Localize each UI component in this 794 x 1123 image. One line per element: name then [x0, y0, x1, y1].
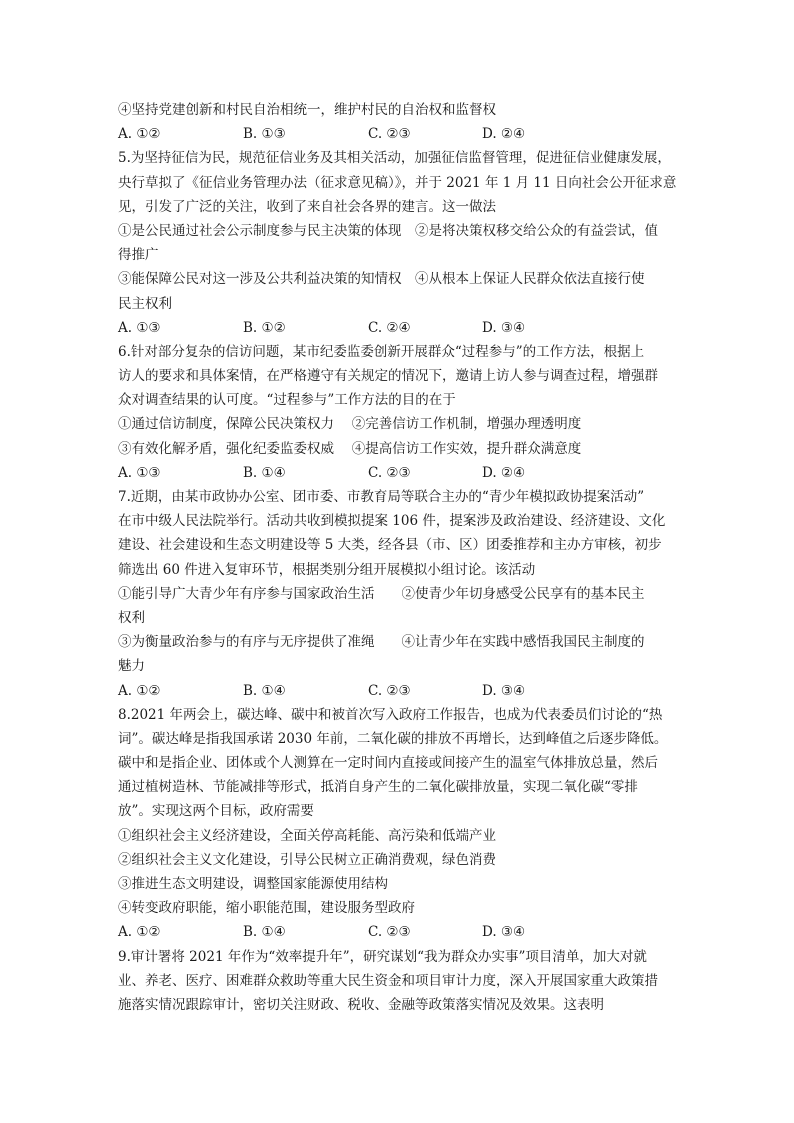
answer-option: B. ①②	[243, 319, 286, 336]
text-line: 权利	[118, 609, 145, 626]
text-line: 央行草拟了《征信业务管理办法（征求意见稿）》，并于 2021 年 1 月 11 日向社会公开征求意	[118, 174, 677, 191]
text-line: ④转变政府职能，缩小职能范围，建设服务型政府	[118, 900, 415, 917]
text-line: 5.为坚持征信为民，规范征信业务及其相关活动，加强征信监督管理，促进征信业健康发展，	[118, 150, 671, 167]
exam-page	[118, 98, 678, 1017]
text-line: 6.针对部分复杂的信访问题，某市纪委监委创新开展群众“过程参与”的工作方法，根据上	[118, 343, 645, 360]
text-line: 施落实情况跟踪审计，密切关注财政、税收、金融等政策落实情况及效果。这表明	[118, 996, 604, 1013]
text-line: 词”。碳达峰是指我国承诺 2030 年前，二氧化碳的排放不再增长，达到峰值之后逐步降低。	[118, 730, 668, 747]
answer-option: B. ①③	[243, 126, 286, 143]
answer-option: A. ①③	[118, 464, 161, 481]
text-line: 民主权利	[118, 295, 172, 312]
answer-option: B. ①④	[243, 682, 286, 699]
text-line: ②组织社会主义文化建设，引导公民树立正确消费观，绿色消费	[118, 851, 496, 868]
text-line: ①能引导广大青少年有序参与国家政治生活 ②使青少年切身感受公民享有的基本民主	[118, 585, 645, 602]
text-line: 7.近期，由某市政协办公室、团市委、市教育局等联合主办的“青少年模拟政协提案活动”	[118, 489, 645, 505]
answer-choices	[118, 679, 678, 703]
answer-option: A. ①②	[118, 126, 161, 143]
answer-option: C. ②③	[368, 924, 411, 941]
answer-choices	[118, 316, 678, 340]
text-line: 见，引发了广泛的关注，收到了来自社会各界的建言。这一做法	[118, 198, 496, 215]
text-line: ③为衡量政治参与的有序与无序提供了准绳 ④让青少年在实践中感悟我国民主制度的	[118, 634, 645, 651]
answer-option: D. ③④	[482, 319, 526, 336]
answer-option: D. ③④	[482, 682, 526, 699]
answer-choices	[118, 920, 678, 944]
text-line: 筛选出 60 件进入复审环节，根据类别分组开展模拟小组讨论。该活动	[118, 561, 536, 578]
answer-option: D. ③④	[482, 924, 526, 941]
text-line: ①是公民通过社会公示制度参与民主决策的体现 ②是将决策权移交给公众的有益尝试，值	[118, 222, 658, 239]
text-line: ③能保障公民对这一涉及公共利益决策的知情权 ④从根本上保证人民群众依法直接行使	[118, 271, 645, 288]
text-line: ③有效化解矛盾，强化纪委监委权威 ④提高信访工作实效，提升群众满意度	[118, 440, 582, 457]
text-line: 魅力	[118, 658, 145, 675]
text-line: 9.审计署将 2021 年作为“效率提升年”，研究谋划“我为群众办实事”项目清单，加大对就	[118, 948, 647, 965]
answer-choices	[118, 122, 678, 146]
answer-option: D. ②④	[482, 464, 526, 481]
answer-option: A. ①③	[118, 319, 161, 336]
text-line: 在市中级人民法院举行。活动共收到模拟提案 106 件，提案涉及政治建设、经济建设、文化	[118, 513, 666, 530]
text-line: 碳中和是指企业、团体或个人测算在一定时间内直接或间接产生的温室气体排放总量，然后	[118, 755, 658, 772]
answer-option: C. ②③	[368, 682, 411, 699]
text-line: ③推进生态文明建设，调整国家能源使用结构	[118, 876, 388, 892]
answer-option: C. ②③	[368, 126, 411, 143]
answer-choices	[118, 461, 678, 485]
answer-option: C. ②④	[368, 319, 411, 336]
text-line: 放”。实现这两个目标，政府需要	[118, 803, 314, 820]
answer-option: B. ①④	[243, 464, 286, 481]
text-line: 众对调查结果的认可度。“过程参与”工作方法的目的在于	[118, 392, 456, 409]
text-line: ①组织社会主义经济建设，全面关停高耗能、高污染和低端产业	[118, 827, 496, 844]
text-line: 通过植树造林、节能减排等形式，抵消自身产生的二氧化碳排放量，实现二氧化碳“零排	[118, 779, 638, 796]
answer-option: A. ①②	[118, 924, 161, 941]
text-line: 8.2021 年两会上，碳达峰、碳中和被首次写入政府工作报告，也成为代表委员们讨论的“热	[118, 706, 663, 723]
answer-option: A. ①②	[118, 682, 161, 699]
answer-option: C. ②③	[368, 464, 411, 481]
answer-option: B. ①④	[243, 924, 286, 941]
text-line: 访人的要求和具体案情，在严格遵守有关规定的情况下，邀请上访人参与调查过程，增强群	[118, 368, 658, 385]
answer-option: D. ②④	[482, 126, 526, 143]
text-line: ④坚持党建创新和村民自治相统一，维护村民的自治权和监督权	[118, 102, 496, 118]
text-line: 建设、社会建设和生态文明建设等 5 大类，经各县（市、区）团委推荐和主办方审核，初步	[118, 537, 662, 554]
text-line: 业、养老、医疗、困难群众救助等重大民生资金和项目审计力度，深入开展国家重大政策措	[118, 972, 658, 989]
text-line: ①通过信访制度，保障公民决策权力 ②完善信访工作机制，增强办理透明度	[118, 416, 582, 433]
text-line: 得推广	[118, 247, 159, 264]
